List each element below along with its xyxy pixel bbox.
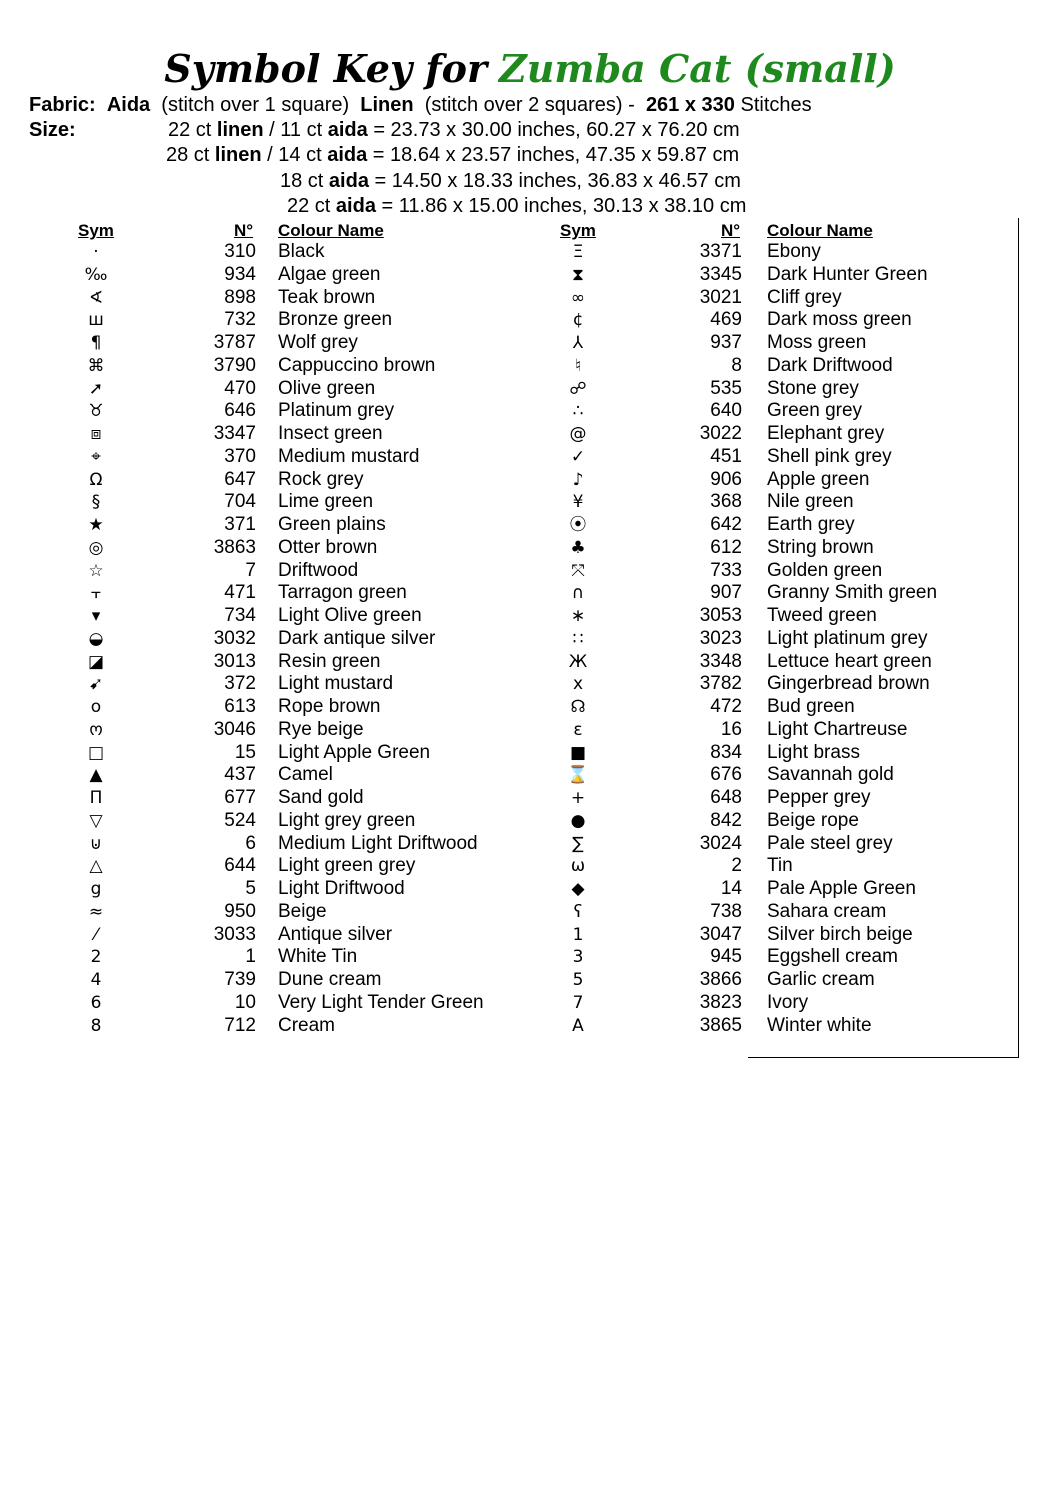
colour-name: Stone grey: [767, 377, 859, 399]
colour-name: Algae green: [278, 263, 381, 285]
colour-number: 5: [245, 878, 256, 899]
symbol-icon: +: [570, 788, 586, 808]
colour-number: 437: [224, 764, 256, 786]
symbol-icon: ʕ: [573, 901, 583, 922]
border-bottom: [748, 1057, 1019, 1058]
colour-name: Golden green: [767, 559, 883, 581]
colour-number: 738: [710, 900, 742, 922]
colour-number: 834: [710, 741, 742, 763]
symbol-icon: ∞: [570, 287, 586, 308]
symbol-icon: 4: [90, 970, 102, 990]
colour-name: Tweed green: [767, 605, 877, 626]
colour-name: Ebony: [767, 241, 821, 262]
size-line-3: [280, 169, 741, 194]
header-num-right: N°: [721, 221, 741, 240]
header-sym-left: Sym: [78, 221, 114, 240]
colour-name: Green grey: [767, 400, 863, 422]
colour-name: Moss green: [767, 332, 867, 353]
colour-number: 642: [710, 514, 742, 535]
symbol-icon: ⅄: [572, 333, 584, 353]
symbol-icon: ⤧: [571, 560, 585, 581]
colour-name: Teak brown: [278, 286, 376, 308]
colour-name: Bud green: [767, 696, 855, 717]
colour-name: Lime green: [278, 491, 374, 513]
colour-name: Eggshell cream: [767, 946, 898, 968]
colour-number: 10: [234, 991, 256, 1013]
symbol-icon: 1: [572, 924, 584, 945]
colour-name: Rock grey: [278, 468, 364, 490]
colour-name: Elephant grey: [767, 423, 885, 444]
colour-name: Dark antique silver: [278, 627, 436, 649]
fabric-line: [29, 93, 812, 118]
colour-number: 648: [710, 787, 742, 808]
header-num-left: N°: [234, 221, 254, 240]
colour-name: Light mustard: [278, 673, 394, 695]
symbol-icon: ∴: [572, 401, 584, 422]
colour-number: 3863: [213, 536, 256, 558]
symbol-icon: ¢: [572, 310, 584, 331]
colour-number: 3032: [213, 627, 256, 649]
colour-name: Insect green: [278, 423, 383, 444]
colour-name: Light grey green: [278, 809, 416, 831]
symbol-icon: ▽: [89, 810, 103, 831]
symbol-icon: ∑: [572, 833, 584, 854]
colour-number: 644: [224, 855, 256, 877]
colour-number: 842: [710, 809, 742, 831]
symbol-icon: ∩: [571, 583, 585, 604]
colour-name: Medium mustard: [278, 445, 420, 467]
symbol-icon: ∢: [88, 287, 104, 308]
colour-number: 368: [710, 491, 742, 513]
colour-number: 3348: [699, 650, 742, 672]
colour-name: Apple green: [767, 468, 870, 490]
colour-number: 451: [710, 445, 742, 467]
colour-number: 950: [224, 900, 256, 922]
colour-name: Light Chartreuse: [767, 718, 908, 740]
symbol-icon: ◆: [571, 879, 585, 899]
colour-number: 3024: [699, 832, 742, 854]
header-name-right: Colour Name: [767, 221, 873, 240]
size-dimensions: = 23.73 x 30.00 inches, 60.27 x 76.20 cm: [373, 119, 740, 141]
colour-name: Light platinum grey: [767, 627, 928, 649]
colour-name: Silver birch beige: [767, 923, 913, 945]
symbol-icon: ★: [88, 515, 104, 535]
colour-name: Otter brown: [278, 536, 378, 558]
size-fabric: linen: [214, 144, 262, 166]
size-count: 18 ct: [280, 170, 324, 192]
symbol-icon: A: [572, 1015, 584, 1036]
colour-name: Beige rope: [767, 809, 859, 831]
colour-number: 3823: [699, 991, 742, 1013]
colour-name: Antique silver: [278, 923, 393, 945]
size-line-1: [168, 118, 740, 143]
symbol-icon: ☍: [569, 378, 587, 399]
symbol-icon: ш: [88, 310, 104, 331]
colour-number: 3787: [213, 332, 256, 353]
colour-number: 15: [234, 741, 256, 763]
colour-name: Earth grey: [767, 514, 855, 535]
colour-number: 739: [224, 969, 256, 990]
colour-number: 370: [224, 445, 256, 467]
colour-name: Tin: [767, 855, 793, 877]
colour-number: 646: [224, 400, 256, 422]
size-label-line: [29, 118, 76, 143]
colour-number: 612: [710, 536, 742, 558]
colour-name: Bronze green: [278, 309, 393, 331]
colour-name: Light brass: [767, 741, 860, 763]
symbol-icon: ◪: [87, 651, 105, 672]
colour-number: 3865: [699, 1014, 742, 1036]
symbol-icon: ▲: [89, 765, 103, 786]
symbol-icon: 8: [90, 1015, 102, 1036]
size-dimensions: = 18.64 x 23.57 inches, 47.35 x 59.87 cm: [372, 144, 740, 166]
colour-number: 3046: [213, 718, 256, 740]
symbol-icon: ω: [570, 856, 586, 877]
symbol-icon: ⊍: [89, 833, 103, 854]
colour-number: 472: [710, 696, 742, 717]
symbol-icon: ♮: [574, 355, 582, 376]
symbol-icon: ∗: [570, 606, 586, 626]
symbol-icon: ·: [93, 242, 99, 262]
colour-name: Rye beige: [278, 718, 364, 740]
colour-name: Dark Driftwood: [767, 354, 893, 376]
colour-name: Cliff grey: [767, 286, 842, 308]
colour-number: 907: [710, 582, 742, 604]
fabric-aida: Aida: [106, 94, 151, 116]
colour-number: 937: [710, 332, 742, 353]
colour-name: Camel: [278, 764, 333, 786]
border-right: [1018, 218, 1019, 1058]
colour-number: 906: [710, 468, 742, 490]
colour-name: Nile green: [767, 491, 854, 513]
colour-number: 945: [710, 946, 742, 968]
symbol-icon: ⦿: [569, 515, 587, 535]
colour-number: 934: [224, 263, 256, 285]
fabric-aida-note: (stitch over 1 square): [161, 94, 350, 116]
colour-number: 16: [720, 718, 742, 740]
colour-number: 3053: [699, 605, 742, 626]
colour-name: Light Apple Green: [278, 741, 431, 763]
symbol-icon: o: [90, 697, 102, 717]
symbol-icon: ▾: [91, 606, 101, 626]
colour-number: 640: [710, 400, 742, 422]
colour-number: 613: [224, 696, 256, 717]
stitch-count: 261 x 330: [645, 94, 735, 116]
colour-name: Dark Hunter Green: [767, 263, 928, 285]
symbol-icon: ⌖: [91, 446, 101, 467]
colour-name: Granny Smith green: [767, 582, 938, 604]
colour-name: Medium Light Driftwood: [278, 832, 478, 854]
colour-number: 14: [720, 878, 742, 899]
colour-number: 524: [224, 809, 256, 831]
symbol-icon: Ж: [568, 651, 588, 672]
symbol-icon: @: [569, 424, 587, 444]
colour-number: 7: [245, 559, 256, 581]
symbol-icon: ♪: [572, 469, 584, 490]
colour-name: Light Driftwood: [278, 878, 405, 899]
colour-name: Cappuccino brown: [278, 354, 436, 376]
symbol-icon: Ω: [89, 469, 103, 490]
symbol-icon: ♉: [88, 401, 104, 422]
size-dimensions: = 14.50 x 18.33 inches, 36.83 x 46.57 cm: [374, 170, 741, 192]
size-label: Size:: [29, 119, 76, 141]
colour-number: 898: [224, 286, 256, 308]
colour-name: Cream: [278, 1014, 336, 1036]
colour-number: 1: [245, 946, 256, 968]
symbol-icon: ⧗: [572, 264, 584, 285]
colour-name: Rope brown: [278, 696, 381, 717]
size-count-alt: / 11 ct: [269, 119, 323, 141]
colour-name: Green plains: [278, 514, 386, 535]
colour-number: 733: [710, 559, 742, 581]
symbol-icon: ♣: [570, 537, 586, 558]
fabric-linen: Linen: [360, 94, 414, 116]
colour-name: Resin green: [278, 650, 381, 672]
size-count: 22 ct: [287, 195, 331, 217]
stitch-count-label: Stitches: [740, 94, 812, 116]
symbol-icon: §: [91, 492, 101, 513]
symbol-icon: □: [87, 742, 105, 763]
fabric-linen-note: (stitch over 2 squares) -: [424, 94, 635, 116]
colour-name: Wolf grey: [278, 332, 358, 353]
colour-number: 676: [710, 764, 742, 786]
symbol-icon: ო: [89, 719, 103, 740]
colour-name: Platinum grey: [278, 400, 395, 422]
colour-number: 3033: [213, 923, 256, 945]
symbol-icon: ¥: [572, 492, 584, 513]
symbol-icon: Π: [89, 788, 103, 808]
colour-name: String brown: [767, 536, 874, 558]
symbol-icon: g: [90, 879, 102, 899]
colour-name: Gingerbread brown: [767, 673, 930, 695]
page-title: [0, 44, 1060, 94]
symbol-icon: △: [89, 856, 103, 877]
colour-number: 3345: [699, 263, 742, 285]
colour-number: 471: [224, 582, 256, 604]
colour-name: Very Light Tender Green: [278, 991, 484, 1013]
colour-number: 647: [224, 468, 256, 490]
size-line-4: [287, 194, 746, 219]
size-fabric: aida: [335, 195, 376, 217]
colour-name: Pepper grey: [767, 787, 871, 808]
symbol-icon: ◎: [88, 537, 104, 558]
colour-name: Sand gold: [278, 787, 364, 808]
title-prefix: Symbol Key for: [164, 46, 487, 91]
colour-number: 732: [224, 309, 256, 331]
colour-number: 3866: [699, 969, 742, 990]
colour-number: 677: [224, 787, 256, 808]
colour-name: Winter white: [767, 1014, 872, 1036]
symbol-icon: ⫟: [90, 583, 102, 604]
size-line-2: [166, 143, 739, 168]
size-count-alt: / 14 ct: [267, 144, 322, 166]
symbol-icon: 3: [572, 947, 584, 968]
colour-number: 704: [224, 491, 256, 513]
colour-name: Light green grey: [278, 855, 416, 877]
colour-number: 3371: [699, 241, 742, 262]
symbol-icon: ¶: [90, 333, 102, 353]
colour-number: 3023: [699, 627, 742, 649]
symbol-icon: ☆: [88, 560, 104, 581]
symbol-icon: 5: [572, 970, 584, 990]
size-fabric: aida: [328, 170, 369, 192]
colour-name: Shell pink grey: [767, 445, 892, 467]
symbol-icon: ✓: [570, 446, 586, 467]
symbol-icon: 2: [90, 947, 102, 968]
symbol-icon: ε: [573, 719, 583, 740]
colour-number: 2: [731, 855, 742, 877]
symbol-icon: ⁄: [94, 924, 98, 945]
colour-number: 469: [710, 309, 742, 331]
colour-name: Pale Apple Green: [767, 878, 916, 899]
symbol-icon: ⧈: [90, 424, 102, 444]
colour-number: 3013: [213, 650, 256, 672]
symbol-icon: ●: [570, 810, 586, 831]
symbol-icon: ‰: [84, 264, 108, 285]
header-name-left: Colour Name: [278, 221, 384, 240]
colour-number: 535: [710, 377, 742, 399]
colour-number: 3047: [699, 923, 742, 945]
symbol-icon: ∷: [572, 628, 584, 649]
fabric-label: Fabric:: [29, 94, 96, 116]
symbol-icon: ➹: [88, 674, 104, 695]
size-fabric: linen: [216, 119, 264, 141]
symbol-icon: ≈: [88, 901, 104, 922]
size-dimensions: = 11.86 x 15.00 inches, 30.13 x 38.10 cm: [381, 195, 747, 217]
colour-number: 6: [245, 832, 256, 854]
symbol-icon: ◒: [88, 628, 104, 649]
colour-name: Light Olive green: [278, 605, 422, 626]
colour-number: 470: [224, 377, 256, 399]
colour-number: 3021: [699, 286, 742, 308]
colour-number: 8: [731, 354, 742, 376]
symbol-icon: 6: [90, 992, 102, 1013]
colour-name: Olive green: [278, 377, 376, 399]
symbol-icon: ➚: [88, 378, 104, 399]
colour-name: White Tin: [278, 946, 358, 968]
colour-name: Dune cream: [278, 969, 382, 990]
symbol-icon: 7: [572, 992, 584, 1013]
colour-name: Ivory: [767, 991, 809, 1013]
colour-number: 712: [224, 1014, 256, 1036]
colour-name: Savannah gold: [767, 764, 894, 786]
size-fabric-alt: aida: [327, 119, 368, 141]
symbol-icon: ⌛: [567, 765, 589, 786]
symbol-icon: ☊: [570, 697, 586, 717]
header-sym-right: Sym: [560, 221, 596, 240]
colour-number: 310: [224, 241, 256, 262]
size-count: 28 ct: [166, 144, 210, 166]
colour-number: 371: [224, 514, 256, 535]
colour-name: Garlic cream: [767, 969, 875, 990]
size-count: 22 ct: [168, 119, 212, 141]
colour-number: 3347: [213, 423, 256, 444]
symbol-icon: ■: [569, 742, 587, 763]
colour-name: Pale steel grey: [767, 832, 893, 854]
symbol-icon: x: [572, 674, 584, 695]
pattern-name: Zumba Cat (small): [499, 46, 896, 91]
colour-name: Black: [278, 241, 325, 262]
colour-number: 3022: [699, 423, 742, 444]
colour-name: Dark moss green: [767, 309, 912, 331]
colour-number: 372: [224, 673, 256, 695]
colour-number: 734: [224, 605, 256, 626]
colour-name: Tarragon green: [278, 582, 407, 604]
colour-name: Lettuce heart green: [767, 650, 932, 672]
symbol-icon: ⌘: [87, 355, 105, 376]
size-fabric-alt: aida: [327, 144, 368, 166]
colour-name: Beige: [278, 900, 327, 922]
symbol-icon: Ξ: [572, 242, 584, 262]
colour-number: 3790: [213, 354, 256, 376]
colour-name: Sahara cream: [767, 900, 887, 922]
colour-number: 3782: [699, 673, 742, 695]
colour-name: Driftwood: [278, 559, 359, 581]
